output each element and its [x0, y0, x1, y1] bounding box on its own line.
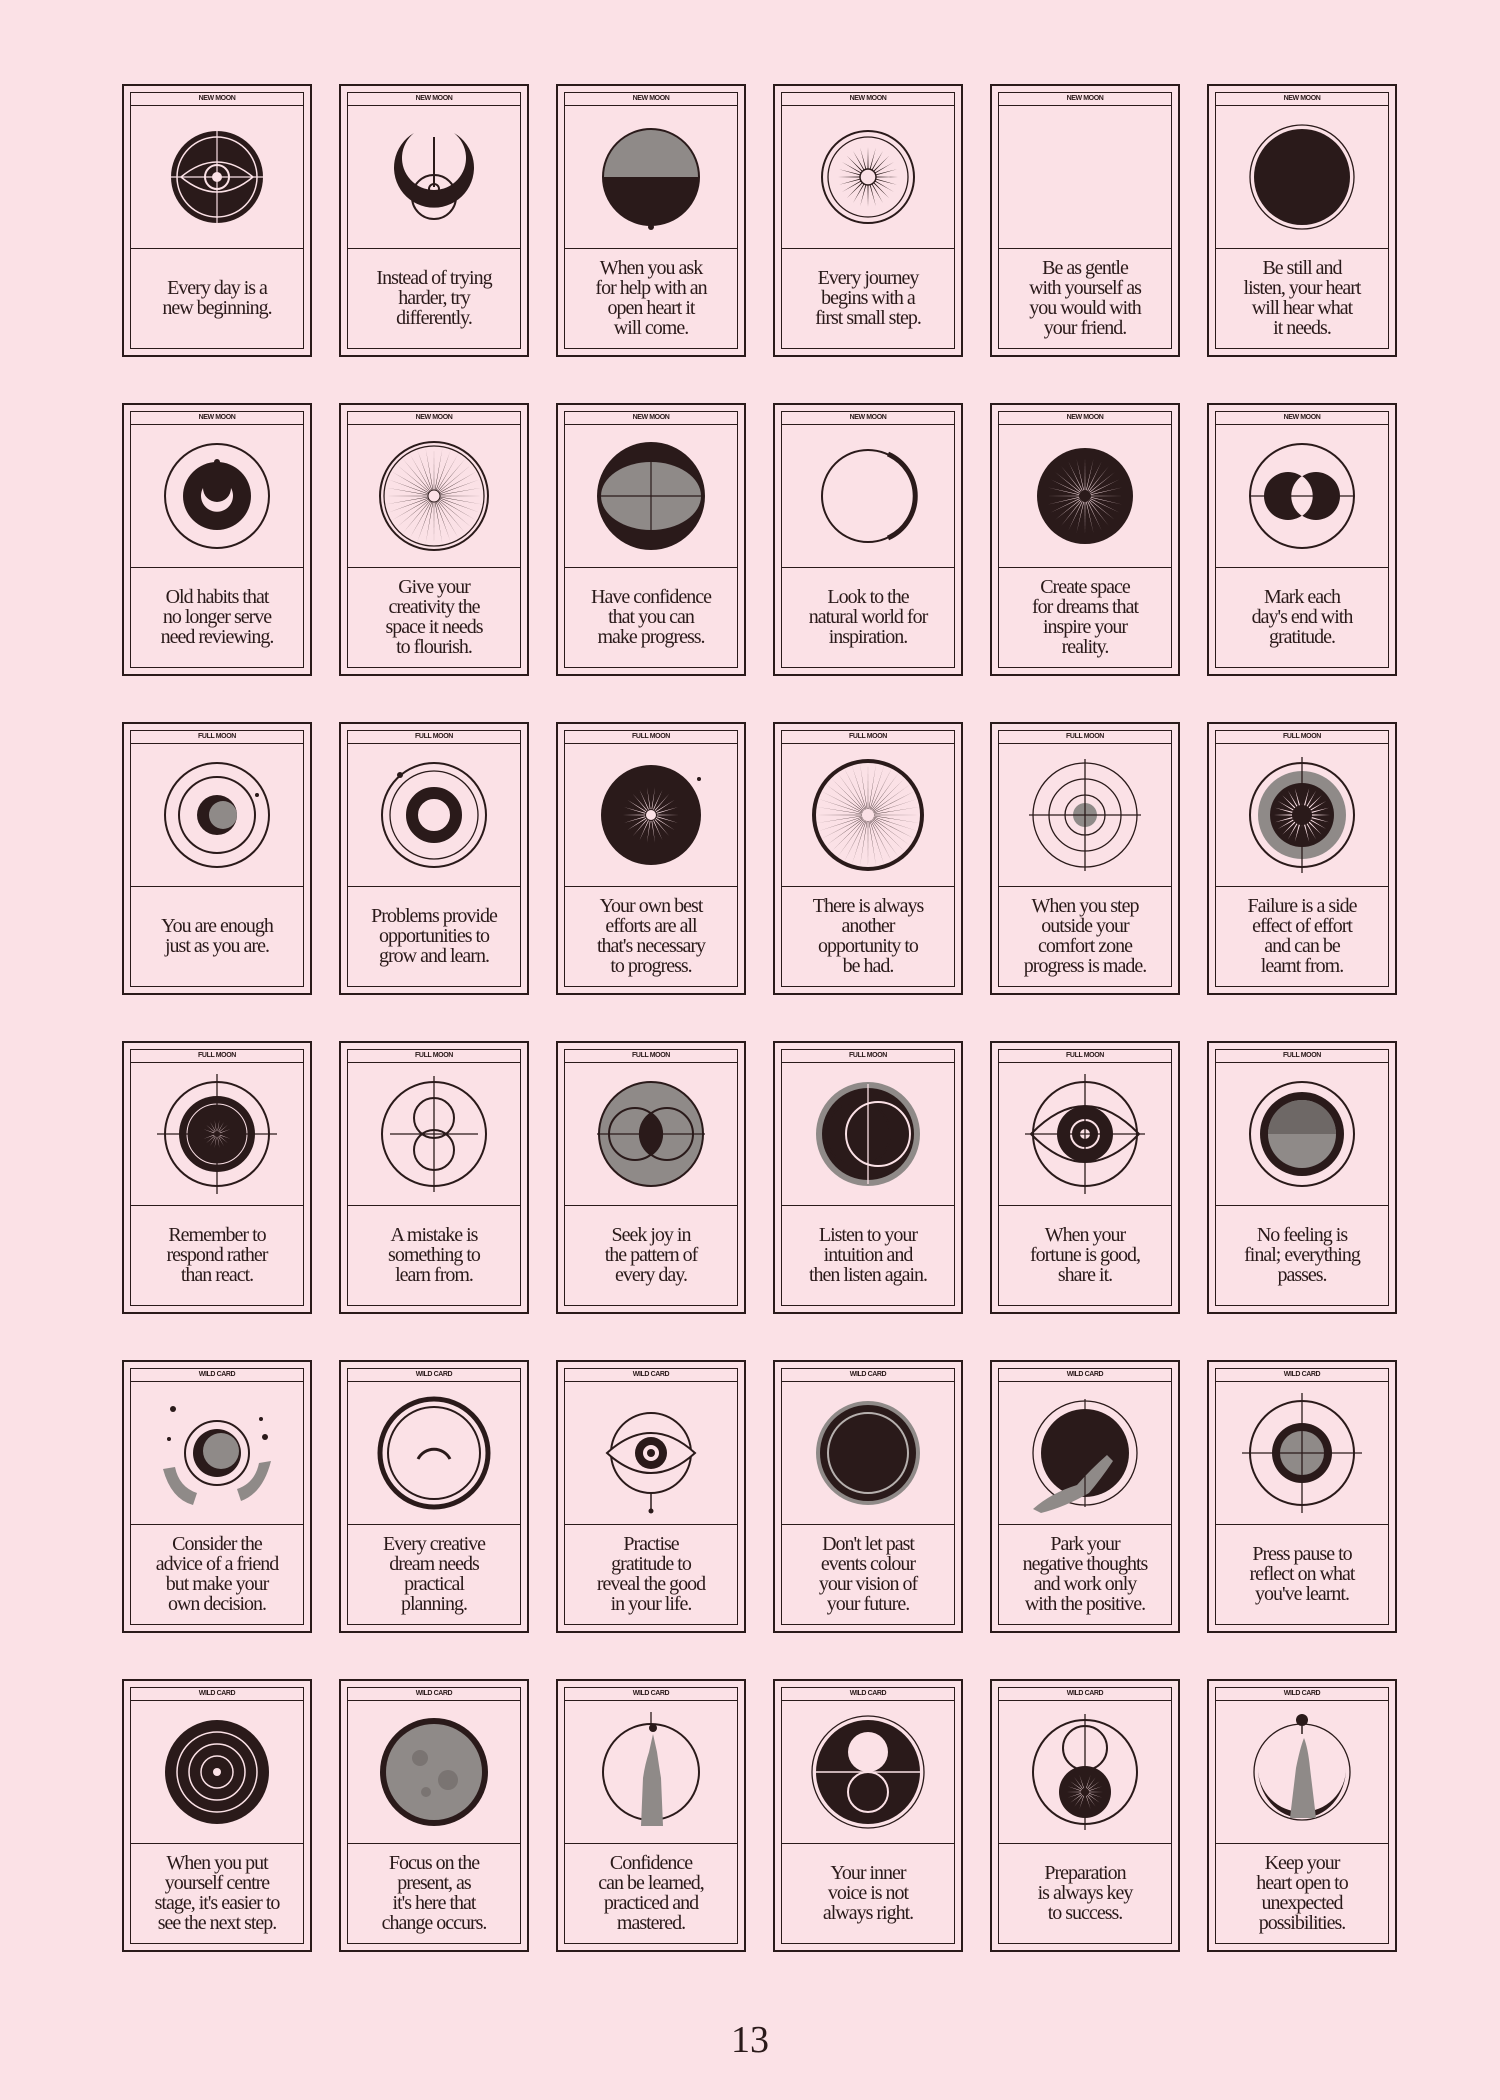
card-quote: Confidence can be learned, practiced and mastered.: [598, 1852, 704, 1934]
affirmation-card: [339, 722, 529, 995]
card-divider: [999, 567, 1171, 568]
card-quote: Give your creativity the space it needs to flourish.: [385, 576, 483, 658]
card-quote: There is always another opportunity to be had.: [812, 895, 924, 977]
crosshair-moon-icon: [999, 744, 1171, 886]
card-quote: Look to the natural world for inspiration.: [808, 586, 928, 648]
affirmation-card: [1207, 1360, 1397, 1633]
card-quote: No feeling is final; everything passes.: [1244, 1224, 1360, 1286]
card-quote: Listen to your intuition and then listen again.: [808, 1224, 928, 1286]
card-category: FULL MOON: [565, 731, 737, 744]
affirmation-card: [556, 1041, 746, 1314]
card-category: FULL MOON: [999, 1050, 1171, 1063]
split-moon-icon: [782, 1701, 954, 1843]
card-category: NEW MOON: [131, 412, 303, 425]
affirmation-card: [1207, 1679, 1397, 1952]
card-divider: [782, 886, 954, 887]
card-divider: [782, 248, 954, 249]
card-quote: Create space for dreams that inspire your reality.: [1031, 576, 1139, 658]
card-quote: Your inner voice is not always right.: [822, 1862, 914, 1924]
affirmation-card: [1207, 1041, 1397, 1314]
affirmation-card: [773, 1679, 963, 1952]
praying-hands-crescent-icon: [1216, 1701, 1388, 1843]
card-quote: Every journey begins with a first small step.: [815, 267, 921, 329]
card-category: WILD CARD: [565, 1369, 737, 1382]
moon-ring-icon: [1216, 1063, 1388, 1205]
affirmation-card: [990, 1679, 1180, 1952]
card-category: FULL MOON: [131, 731, 303, 744]
card-divider: [131, 567, 303, 568]
half-moon-icon: [565, 106, 737, 248]
card-category: NEW MOON: [1216, 412, 1388, 425]
card-divider: [999, 1843, 1171, 1844]
card-quote: Mark each day's end with gratitude.: [1251, 586, 1353, 648]
affirmation-card: [1207, 722, 1397, 995]
affirmation-card: [990, 403, 1180, 676]
card-divider: [999, 1524, 1171, 1525]
card-category: NEW MOON: [565, 93, 737, 106]
dark-moon-icon: [1216, 106, 1388, 248]
grey-full-moon-icon: [348, 1701, 520, 1843]
concentric-dark-icon: [131, 1701, 303, 1843]
card-category: NEW MOON: [565, 412, 737, 425]
vesica-icon: [348, 1063, 520, 1205]
card-divider: [999, 1205, 1171, 1206]
card-divider: [1216, 1843, 1388, 1844]
card-quote: Be still and listen, your heart will hear what it needs.: [1243, 257, 1361, 339]
card-divider: [1216, 886, 1388, 887]
card-quote: Preparation is always key to success.: [1037, 1862, 1133, 1924]
card-quote: Don't let past events colour your vision of your future.: [818, 1533, 918, 1615]
crescent-pendulum-icon: [348, 106, 520, 248]
thin-crescent-icon: [782, 425, 954, 567]
card-category: WILD CARD: [999, 1688, 1171, 1701]
crescent-icon: [999, 106, 1171, 248]
affirmation-card: [339, 84, 529, 357]
card-quote: Focus on the present, as it's here that change occurs.: [381, 1852, 487, 1934]
affirmation-card: [122, 84, 312, 357]
card-quote: Keep your heart open to unexpected possibilities.: [1256, 1852, 1348, 1934]
card-category: NEW MOON: [782, 93, 954, 106]
affirmation-card: [990, 1041, 1180, 1314]
card-quote: When your fortune is good, share it.: [1029, 1224, 1141, 1286]
card-quote: Press pause to reflect on what you've learnt.: [1249, 1543, 1355, 1605]
card-category: NEW MOON: [999, 412, 1171, 425]
sun-circle-icon: [782, 106, 954, 248]
card-divider: [782, 567, 954, 568]
ringed-sun-icon: [1216, 744, 1388, 886]
card-divider: [565, 248, 737, 249]
stacked-circles-icon: [999, 1701, 1171, 1843]
card-category: NEW MOON: [348, 412, 520, 425]
card-category: NEW MOON: [782, 412, 954, 425]
card-category: FULL MOON: [348, 731, 520, 744]
card-divider: [348, 1205, 520, 1206]
affirmation-card: [773, 84, 963, 357]
affirmation-card: [773, 1041, 963, 1314]
affirmation-card: [122, 722, 312, 995]
moon-overlap-icon: [782, 1063, 954, 1205]
card-quote: Practise gratitude to reveal the good in your life.: [596, 1533, 706, 1615]
card-divider: [131, 248, 303, 249]
affirmation-card: [556, 403, 746, 676]
card-divider: [1216, 1205, 1388, 1206]
affirmation-card: [990, 722, 1180, 995]
affirmation-card: [122, 403, 312, 676]
card-divider: [131, 1524, 303, 1525]
card-divider: [782, 1843, 954, 1844]
affirmation-card: [339, 403, 529, 676]
bold-ring-icon: [348, 744, 520, 886]
affirmation-card: [773, 722, 963, 995]
card-category: FULL MOON: [348, 1050, 520, 1063]
card-quote: Have confidence that you can make progress.: [591, 586, 711, 648]
card-category: WILD CARD: [1216, 1369, 1388, 1382]
affirmation-card: [990, 1360, 1180, 1633]
card-category: WILD CARD: [131, 1369, 303, 1382]
card-divider: [1216, 1524, 1388, 1525]
card-quote: Be as gentle with yourself as you would with your friend.: [1029, 257, 1141, 339]
card-quote: A mistake is something to learn from.: [388, 1224, 480, 1286]
affirmation-card: [339, 1041, 529, 1314]
eye-circle-icon: [131, 106, 303, 248]
dark-sun-icon: [999, 425, 1171, 567]
card-category: FULL MOON: [999, 731, 1171, 744]
card-divider: [348, 1524, 520, 1525]
ring-crescent-icon: [131, 425, 303, 567]
eye-target-icon: [999, 1063, 1171, 1205]
card-divider: [565, 886, 737, 887]
card-category: NEW MOON: [999, 93, 1171, 106]
affirmation-card: [339, 1360, 529, 1633]
card-category: NEW MOON: [1216, 93, 1388, 106]
card-quote: When you ask for help with an open heart it will come.: [595, 257, 707, 339]
full-moon-ring-icon: [565, 425, 737, 567]
target-sun-icon: [131, 1063, 303, 1205]
affirmation-card: [773, 1360, 963, 1633]
card-quote: Instead of trying harder, try differently.: [376, 267, 492, 329]
affirmation-card: [339, 1679, 529, 1952]
card-category: FULL MOON: [1216, 731, 1388, 744]
card-quote: You are enough just as you are.: [161, 915, 273, 957]
card-quote: Every day is a new beginning.: [162, 277, 272, 319]
card-quote: When you step outside your comfort zone progress is made.: [1023, 895, 1147, 977]
card-category: WILD CARD: [999, 1369, 1171, 1382]
card-divider: [131, 886, 303, 887]
hand-ring-icon: [565, 1701, 737, 1843]
moon-vesica-icon: [565, 1063, 737, 1205]
card-quote: Remember to respond rather than react.: [166, 1224, 268, 1286]
hands-moon-icon: [131, 1382, 303, 1524]
page-number: 13: [731, 2019, 769, 2061]
overlapping-circles-icon: [1216, 425, 1388, 567]
affirmation-card: [556, 84, 746, 357]
affirmation-card: [1207, 403, 1397, 676]
card-quote: Consider the advice of a friend but make your own decision.: [155, 1533, 279, 1615]
card-divider: [131, 1205, 303, 1206]
card-quote: When you put yourself centre stage, it's easier to see the next step.: [154, 1852, 280, 1934]
card-divider: [782, 1205, 954, 1206]
card-category: WILD CARD: [782, 1369, 954, 1382]
sunburst-icon: [348, 425, 520, 567]
card-category: FULL MOON: [131, 1050, 303, 1063]
affirmation-card: [556, 722, 746, 995]
card-category: FULL MOON: [1216, 1050, 1388, 1063]
card-category: WILD CARD: [1216, 1688, 1388, 1701]
card-category: WILD CARD: [565, 1688, 737, 1701]
crosshair-rings-icon: [1216, 1382, 1388, 1524]
card-quote: Park your negative thoughts and work only with the positive.: [1022, 1533, 1148, 1615]
card-quote: Problems provide opportunities to grow and learn.: [371, 905, 497, 967]
card-category: WILD CARD: [348, 1688, 520, 1701]
affirmation-card: [122, 1679, 312, 1952]
card-quote: Failure is a side effect of effort and can be learnt from.: [1247, 895, 1357, 977]
card-category: FULL MOON: [565, 1050, 737, 1063]
affirmation-card: [556, 1360, 746, 1633]
moon-rings-icon: [131, 744, 303, 886]
card-category: FULL MOON: [782, 731, 954, 744]
affirmation-card: [122, 1041, 312, 1314]
card-grid: [122, 84, 1402, 1952]
affirmation-card: [556, 1679, 746, 1952]
card-divider: [565, 1205, 737, 1206]
card-divider: [131, 1843, 303, 1844]
card-divider: [348, 248, 520, 249]
card-divider: [565, 1524, 737, 1525]
hand-dark-moon-icon: [999, 1382, 1171, 1524]
large-sunburst-icon: [782, 744, 954, 886]
card-divider: [348, 886, 520, 887]
card-divider: [348, 1843, 520, 1844]
card-divider: [1216, 567, 1388, 568]
card-divider: [565, 567, 737, 568]
card-quote: Old habits that no longer serve need reviewing.: [160, 586, 274, 648]
eclipse-icon: [782, 1382, 954, 1524]
eye-icon: [565, 1382, 737, 1524]
card-quote: Your own best efforts are all that's necessary to progress.: [596, 895, 706, 977]
card-quote: Every creative dream needs practical planning.: [382, 1533, 486, 1615]
card-category: WILD CARD: [782, 1688, 954, 1701]
affirmation-card: [990, 84, 1180, 357]
double-ring-crescent-icon: [348, 1382, 520, 1524]
card-divider: [565, 1843, 737, 1844]
card-divider: [999, 248, 1171, 249]
affirmation-card: [1207, 84, 1397, 357]
card-divider: [782, 1524, 954, 1525]
card-divider: [999, 886, 1171, 887]
affirmation-card: [773, 403, 963, 676]
card-category: WILD CARD: [131, 1688, 303, 1701]
card-category: NEW MOON: [131, 93, 303, 106]
card-category: NEW MOON: [348, 93, 520, 106]
card-category: WILD CARD: [348, 1369, 520, 1382]
card-divider: [1216, 248, 1388, 249]
sun-dark-circle-icon: [565, 744, 737, 886]
affirmation-card: [122, 1360, 312, 1633]
card-divider: [348, 567, 520, 568]
card-quote: Seek joy in the pattern of every day.: [604, 1224, 698, 1286]
card-category: FULL MOON: [782, 1050, 954, 1063]
